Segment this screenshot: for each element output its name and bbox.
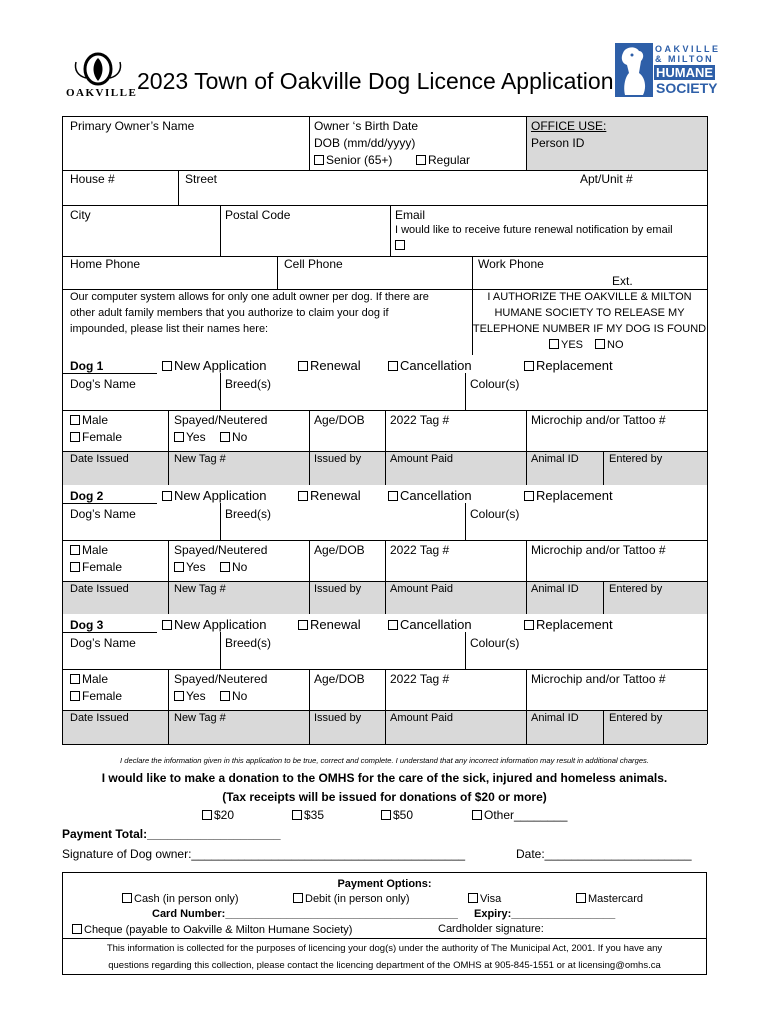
new-application-checkbox[interactable]: New Application — [162, 618, 267, 631]
date-field[interactable]: Date:______________________ — [516, 847, 692, 861]
female-checkbox[interactable]: Female — [70, 561, 122, 573]
authorize-line3: TELEPHONE NUMBER IF MY DOG IS FOUND — [472, 323, 707, 335]
date-issued-label: Date Issued — [70, 712, 129, 724]
male-checkbox[interactable]: Male — [70, 414, 108, 426]
humane-logo-line4: SOCIETY — [656, 80, 718, 96]
regular-checkbox[interactable]: Regular — [416, 154, 470, 166]
cheque-checkbox[interactable]: Cheque (payable to Oakville & Milton Humane Society) — [72, 924, 352, 936]
issued-by-label: Issued by — [314, 712, 362, 724]
ext-label: Ext. — [612, 274, 633, 288]
donation-other-checkbox[interactable]: Other________ — [472, 809, 567, 821]
visa-checkbox[interactable]: Visa — [468, 893, 501, 905]
spayed-no-checkbox[interactable]: No — [220, 431, 247, 443]
donation-20-checkbox[interactable]: $20 — [202, 809, 234, 821]
declaration: I declare the information given in this application to be true, correct and complete. I understand that any incorrect information may result in additional charges. — [120, 756, 649, 765]
work-phone-label: Work Phone — [478, 257, 544, 271]
debit-checkbox[interactable]: Debit (in person only) — [293, 893, 410, 905]
dob-format-label: DOB (mm/dd/yyyy) — [314, 136, 416, 150]
email-notification-checkbox[interactable] — [395, 240, 405, 250]
mastercard-checkbox[interactable]: Mastercard — [576, 893, 643, 905]
issued-by-label: Issued by — [314, 583, 362, 595]
payment-total[interactable]: Payment Total:____________________ — [62, 827, 281, 841]
humane-logo-line3: HUMANE — [656, 65, 714, 80]
postal-code-label: Postal Code — [225, 208, 291, 222]
new-tag-label: New Tag # — [174, 453, 226, 465]
issued-by-label: Issued by — [314, 453, 362, 465]
replacement-checkbox[interactable]: Replacement — [524, 359, 613, 372]
privacy-line2: questions regarding this collection, please contact the licencing department of the OMHS at 905-845-1551 or at licensing@omhs.ca — [108, 960, 661, 971]
microchip-label: Microchip and/or Tattoo # — [531, 543, 666, 557]
dogs-name-label: Dog’s Name — [70, 377, 136, 391]
replacement-checkbox[interactable]: Replacement — [524, 618, 613, 631]
spayed-no-checkbox[interactable]: No — [220, 561, 247, 573]
humane-logo-line1: OAKVILLE — [655, 44, 721, 54]
card-number-field[interactable]: Card Number:______________________________________ — [152, 908, 458, 920]
street-label: Street — [185, 172, 218, 186]
spayed-neutered-label: Spayed/Neutered — [174, 672, 268, 686]
spayed-yes-checkbox[interactable]: Yes — [174, 431, 206, 443]
city-label: City — [70, 208, 91, 222]
oakville-leaf-icon — [62, 52, 134, 86]
male-checkbox[interactable]: Male — [70, 544, 108, 556]
email-label: Email — [395, 208, 426, 222]
breeds-label: Breed(s) — [225, 377, 272, 391]
date-issued-label: Date Issued — [70, 583, 129, 595]
donation-50-checkbox[interactable]: $50 — [381, 809, 413, 821]
entered-by-label: Entered by — [609, 712, 663, 724]
amount-paid-label: Amount Paid — [390, 583, 453, 595]
microchip-label: Microchip and/or Tattoo # — [531, 413, 666, 427]
authorize-line1: I AUTHORIZE THE OAKVILLE & MILTON — [487, 291, 692, 303]
replacement-checkbox[interactable]: Replacement — [524, 489, 613, 502]
entered-by-label: Entered by — [609, 453, 663, 465]
new-application-checkbox[interactable]: New Application — [162, 359, 267, 372]
cash-checkbox[interactable]: Cash (in person only) — [122, 893, 239, 905]
payment-options-title: Payment Options: — [337, 878, 432, 890]
senior-checkbox[interactable]: Senior (65+) — [314, 154, 392, 166]
donation-line2: (Tax receipts will be issued for donations of $20 or more) — [222, 790, 547, 804]
humane-society-logo — [615, 43, 721, 98]
home-phone-label: Home Phone — [70, 257, 141, 271]
house-number-label: House # — [70, 172, 115, 186]
apt-unit-label: Apt/Unit # — [580, 172, 633, 186]
dogs-name-label: Dog’s Name — [70, 636, 136, 650]
tag-label: 2022 Tag # — [390, 413, 450, 427]
family-note-line1: Our computer system allows for only one adult owner per dog. If there are — [70, 291, 429, 303]
donation-line1: I would like to make a donation to the OMHS for the care of the sick, injured and homeless animals. — [101, 771, 668, 785]
new-tag-label: New Tag # — [174, 712, 226, 724]
person-id-label: Person ID — [531, 136, 585, 150]
date-issued-label: Date Issued — [70, 453, 129, 465]
family-note-line2: other adult family members that you authorize to claim your dog if — [70, 307, 389, 319]
office-use-label: OFFICE USE: — [531, 119, 607, 133]
spayed-no-checkbox[interactable]: No — [220, 690, 247, 702]
dog-label: Dog 2 — [70, 489, 104, 503]
cell-phone-label: Cell Phone — [284, 257, 343, 271]
spayed-neutered-label: Spayed/Neutered — [174, 413, 268, 427]
donation-35-checkbox[interactable]: $35 — [292, 809, 324, 821]
animal-id-label: Animal ID — [531, 712, 579, 724]
colours-label: Colour(s) — [470, 507, 520, 521]
regular-box[interactable] — [416, 155, 426, 165]
age-dob-label: Age/DOB — [314, 543, 365, 557]
email-notification-label: I would like to receive future renewal notification by email — [395, 224, 673, 236]
breeds-label: Breed(s) — [225, 507, 272, 521]
new-application-checkbox[interactable]: New Application — [162, 489, 267, 502]
dog-label: Dog 3 — [70, 618, 104, 632]
breeds-label: Breed(s) — [225, 636, 272, 650]
page-title: 2023 Town of Oakville Dog Licence Application — [137, 68, 614, 94]
cancellation-checkbox[interactable]: Cancellation — [388, 618, 472, 631]
birth-date-label: Owner ‘s Birth Date — [314, 119, 419, 133]
dog-label: Dog 1 — [70, 359, 104, 373]
primary-owner-name-label: Primary Owner’s Name — [70, 119, 195, 133]
renewal-checkbox[interactable]: Renewal — [298, 359, 361, 372]
cancellation-checkbox[interactable]: Cancellation — [388, 489, 472, 502]
animal-id-label: Animal ID — [531, 453, 579, 465]
expiry-field[interactable]: Expiry:_________________ — [474, 908, 616, 920]
female-checkbox[interactable]: Female — [70, 431, 122, 443]
oakville-logo-text: OAKVILLE — [66, 87, 138, 99]
privacy-line1: This information is collected for the purposes of licencing your dog(s) under the authority of The Municipal Act, 2001. If you have any — [106, 943, 663, 954]
family-note-line3: impounded, please list their names here: — [70, 323, 269, 335]
entered-by-label: Entered by — [609, 583, 663, 595]
authorize-yes-checkbox[interactable]: YES — [549, 339, 583, 351]
tag-label: 2022 Tag # — [390, 672, 450, 686]
amount-paid-label: Amount Paid — [390, 712, 453, 724]
female-checkbox[interactable]: Female — [70, 690, 122, 702]
colours-label: Colour(s) — [470, 377, 520, 391]
authorize-no-checkbox[interactable]: NO — [595, 339, 624, 351]
spayed-neutered-label: Spayed/Neutered — [174, 543, 268, 557]
signature-field[interactable]: Signature of Dog owner:_________________________________________ — [62, 847, 466, 861]
oakville-logo — [62, 52, 138, 102]
age-dob-label: Age/DOB — [314, 413, 365, 427]
male-checkbox[interactable]: Male — [70, 673, 108, 685]
cancellation-checkbox[interactable]: Cancellation — [388, 359, 472, 372]
dog-silhouette-icon — [615, 43, 653, 97]
spayed-yes-checkbox[interactable]: Yes — [174, 561, 206, 573]
animal-id-label: Animal ID — [531, 583, 579, 595]
senior-box[interactable] — [314, 155, 324, 165]
renewal-checkbox[interactable]: Renewal — [298, 489, 361, 502]
authorize-line2: HUMANE SOCIETY TO RELEASE MY — [494, 307, 685, 319]
amount-paid-label: Amount Paid — [390, 453, 453, 465]
humane-logo-line2: & MILTON — [655, 54, 714, 64]
tag-label: 2022 Tag # — [390, 543, 450, 557]
new-tag-label: New Tag # — [174, 583, 226, 595]
microchip-label: Microchip and/or Tattoo # — [531, 672, 666, 686]
dogs-name-label: Dog’s Name — [70, 507, 136, 521]
renewal-checkbox[interactable]: Renewal — [298, 618, 361, 631]
spayed-yes-checkbox[interactable]: Yes — [174, 690, 206, 702]
age-dob-label: Age/DOB — [314, 672, 365, 686]
colours-label: Colour(s) — [470, 636, 520, 650]
cardholder-signature-field[interactable]: Cardholder signature: — [438, 923, 544, 935]
